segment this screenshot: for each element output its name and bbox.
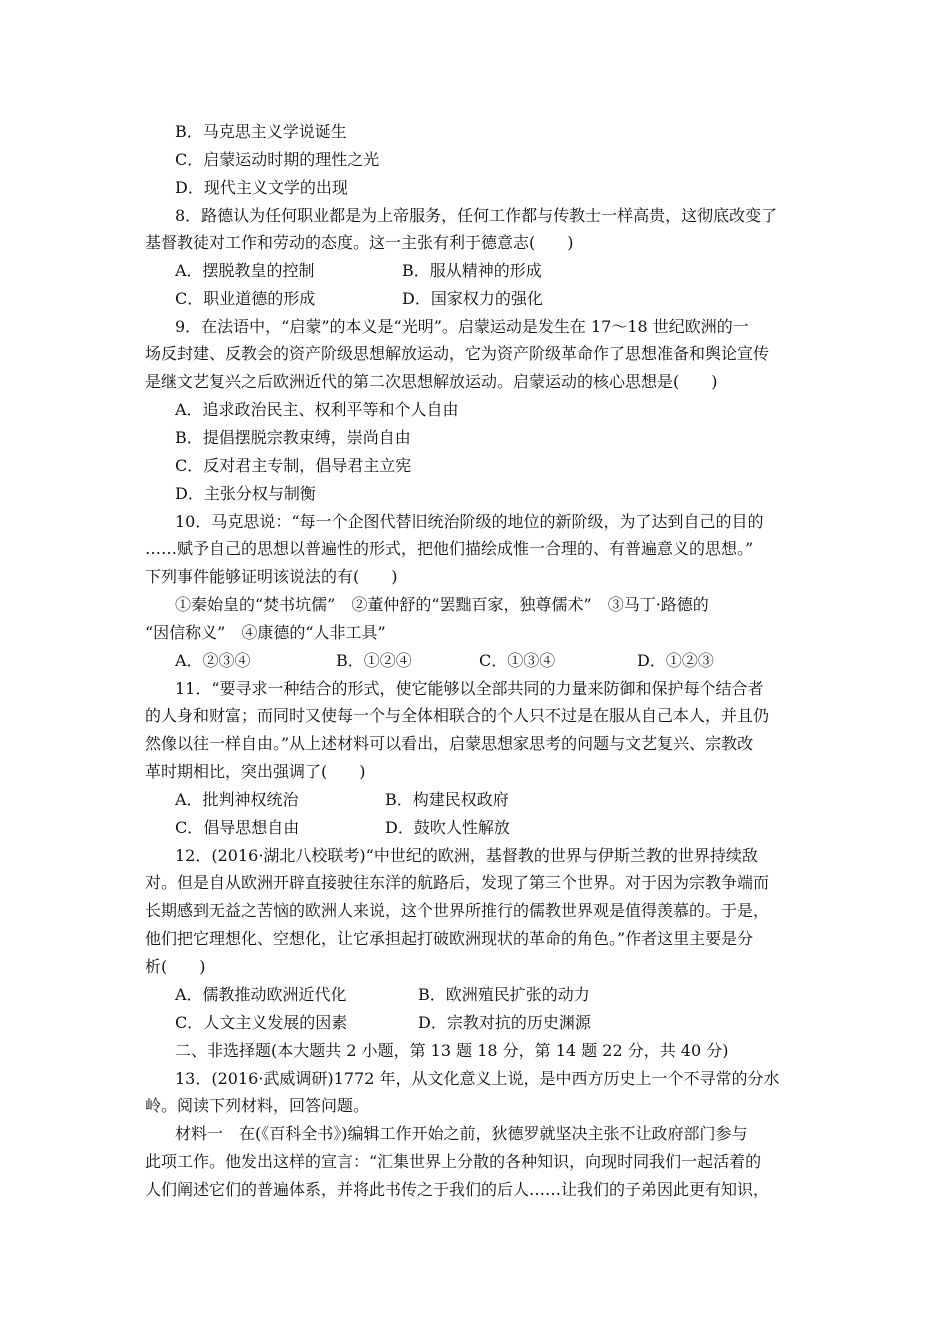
- q7-option-b: B．马克思主义学说诞生: [175, 122, 347, 141]
- q13-text-line-2: 岭。阅读下列材料，回答问题。: [145, 1096, 370, 1115]
- q8-text-line-1: 8．路德认为任何职业都是为上帝服务，任何工作都与传教士一样高贵，这彻底改变了: [175, 206, 778, 225]
- q12-text-line-3: 长期感到无益之苦恼的欧洲人来说，这个世界所推行的儒教世界观是值得羡慕的。于是，: [145, 901, 770, 920]
- q10-option-b: B．①②④: [336, 651, 412, 670]
- q13-text-line-3: 材料一 在(《百科全书》)编辑工作开始之前，狄德罗就坚决主张不让政府部门参与: [175, 1124, 748, 1143]
- q12-option-b: B．欧洲殖民扩张的动力: [418, 985, 590, 1004]
- section-heading: 二、非选择题(本大题共 2 小题，第 13 题 18 分，第 14 题 22 分，共 40 分): [175, 1041, 729, 1060]
- q11-text-line-2: 的人身和财富；而同时又使每一个与全体相联合的个人只不过是在服从自己本人，并且仍: [145, 706, 770, 725]
- q9-text-line-2: 场反封建、反教会的资产阶级思想解放运动，它为资产阶级革命作了思想准备和舆论宣传: [145, 344, 770, 363]
- q9-text-line-3: 是继文艺复兴之后欧洲近代的第二次思想解放运动。启蒙运动的核心思想是( ): [145, 372, 718, 391]
- q9-text-line-1: 9．在法语中，“启蒙”的本义是“光明”。启蒙运动是发生在 17～18 世纪欧洲的一: [175, 317, 749, 336]
- q8-option-d: D．国家权力的强化: [402, 289, 543, 308]
- q12-text-line-4: 他们把它理想化、空想化，让它承担起打破欧洲现状的革命的角色。”作者这里主要是分: [145, 929, 754, 948]
- q10-text-line-4: ①秦始皇的“焚书坑儒” ②董仲舒的“罢黜百家，独尊儒术” ③马丁·路德的: [175, 595, 709, 614]
- q12-option-d: D．宗教对抗的历史渊源: [418, 1013, 591, 1032]
- q10-text-line-2: ……赋予自己的思想以普遍性的形式，把他们描绘成惟一合理的、有普遍意义的思想。”: [145, 539, 754, 558]
- q10-option-c: C．①③④: [479, 651, 556, 670]
- q12-option-c: C．人文主义发展的因素: [175, 1013, 348, 1032]
- q11-text-line-3: 然像以往一样自由。”从上述材料可以看出，启蒙思想家思考的问题与文艺复兴、宗教改: [145, 734, 754, 753]
- q13-text-line-5: 人们阐述它们的普遍体系，并将此书传之于我们的后人……让我们的子弟因此更有知识，: [145, 1180, 770, 1199]
- q11-option-b: B．构建民权政府: [385, 790, 509, 809]
- q10-option-d: D．①②③: [637, 651, 714, 670]
- q12-option-a: A．儒教推动欧洲近代化: [175, 985, 347, 1004]
- q12-text-line-5: 析( ): [145, 957, 206, 976]
- q9-option-a: A．追求政治民主、权利平等和个人自由: [175, 400, 459, 419]
- q11-text-line-1: 11．“要寻求一种结合的形式，使它能够以全部共同的力量来防御和保护每个结合者: [175, 679, 764, 698]
- q7-option-d: D．现代主义文学的出现: [175, 178, 348, 197]
- q8-option-a: A．摆脱教皇的控制: [175, 261, 315, 280]
- q11-text-line-4: 革时期相比，突出强调了( ): [145, 762, 366, 781]
- q11-option-a: A．批判神权统治: [175, 790, 299, 809]
- q9-option-b: B．提倡摆脱宗教束缚，崇尚自由: [175, 428, 411, 447]
- q8-text-line-2: 基督教徒对工作和劳动的态度。这一主张有利于德意志( ): [145, 233, 574, 252]
- q10-text-line-3: 下列事件能够证明该说法的有( ): [145, 567, 398, 586]
- q11-option-c: C．倡导思想自由: [175, 818, 300, 837]
- q12-text-line-1: 12．(2016·湖北八校联考)“中世纪的欧洲，基督教的世界与伊斯兰教的世界持续敌: [175, 846, 758, 865]
- q12-text-line-2: 对。但是自从欧洲开辟直接驶往东洋的航路后，发现了第三个世界。对于因为宗教争端而: [145, 873, 770, 892]
- q8-option-c: C．职业道德的形成: [175, 289, 316, 308]
- q10-text-line-5: “因信称义” ④康德的“人非工具”: [145, 623, 386, 642]
- q11-option-d: D．鼓吹人性解放: [385, 818, 510, 837]
- q9-option-d: D．主张分权与制衡: [175, 484, 316, 503]
- q13-text-line-4: 此项工作。他发出这样的宣言：“汇集世界上分散的各种知识，向现时同我们一起活着的: [145, 1152, 762, 1171]
- q13-text-line-1: 13．(2016·武威调研)1772 年，从文化意义上说，是中西方历史上一个不寻常的分水: [175, 1069, 780, 1088]
- q10-text-line-1: 10．马克思说：“每一个企图代替旧统治阶级的地位的新阶级，为了达到自己的目的: [175, 512, 764, 531]
- q8-option-b: B．服从精神的形成: [402, 261, 542, 280]
- q9-option-c: C．反对君主专制，倡导君主立宪: [175, 456, 412, 475]
- q10-option-a: A．②③④: [175, 651, 251, 670]
- q7-option-c: C．启蒙运动时期的理性之光: [175, 150, 380, 169]
